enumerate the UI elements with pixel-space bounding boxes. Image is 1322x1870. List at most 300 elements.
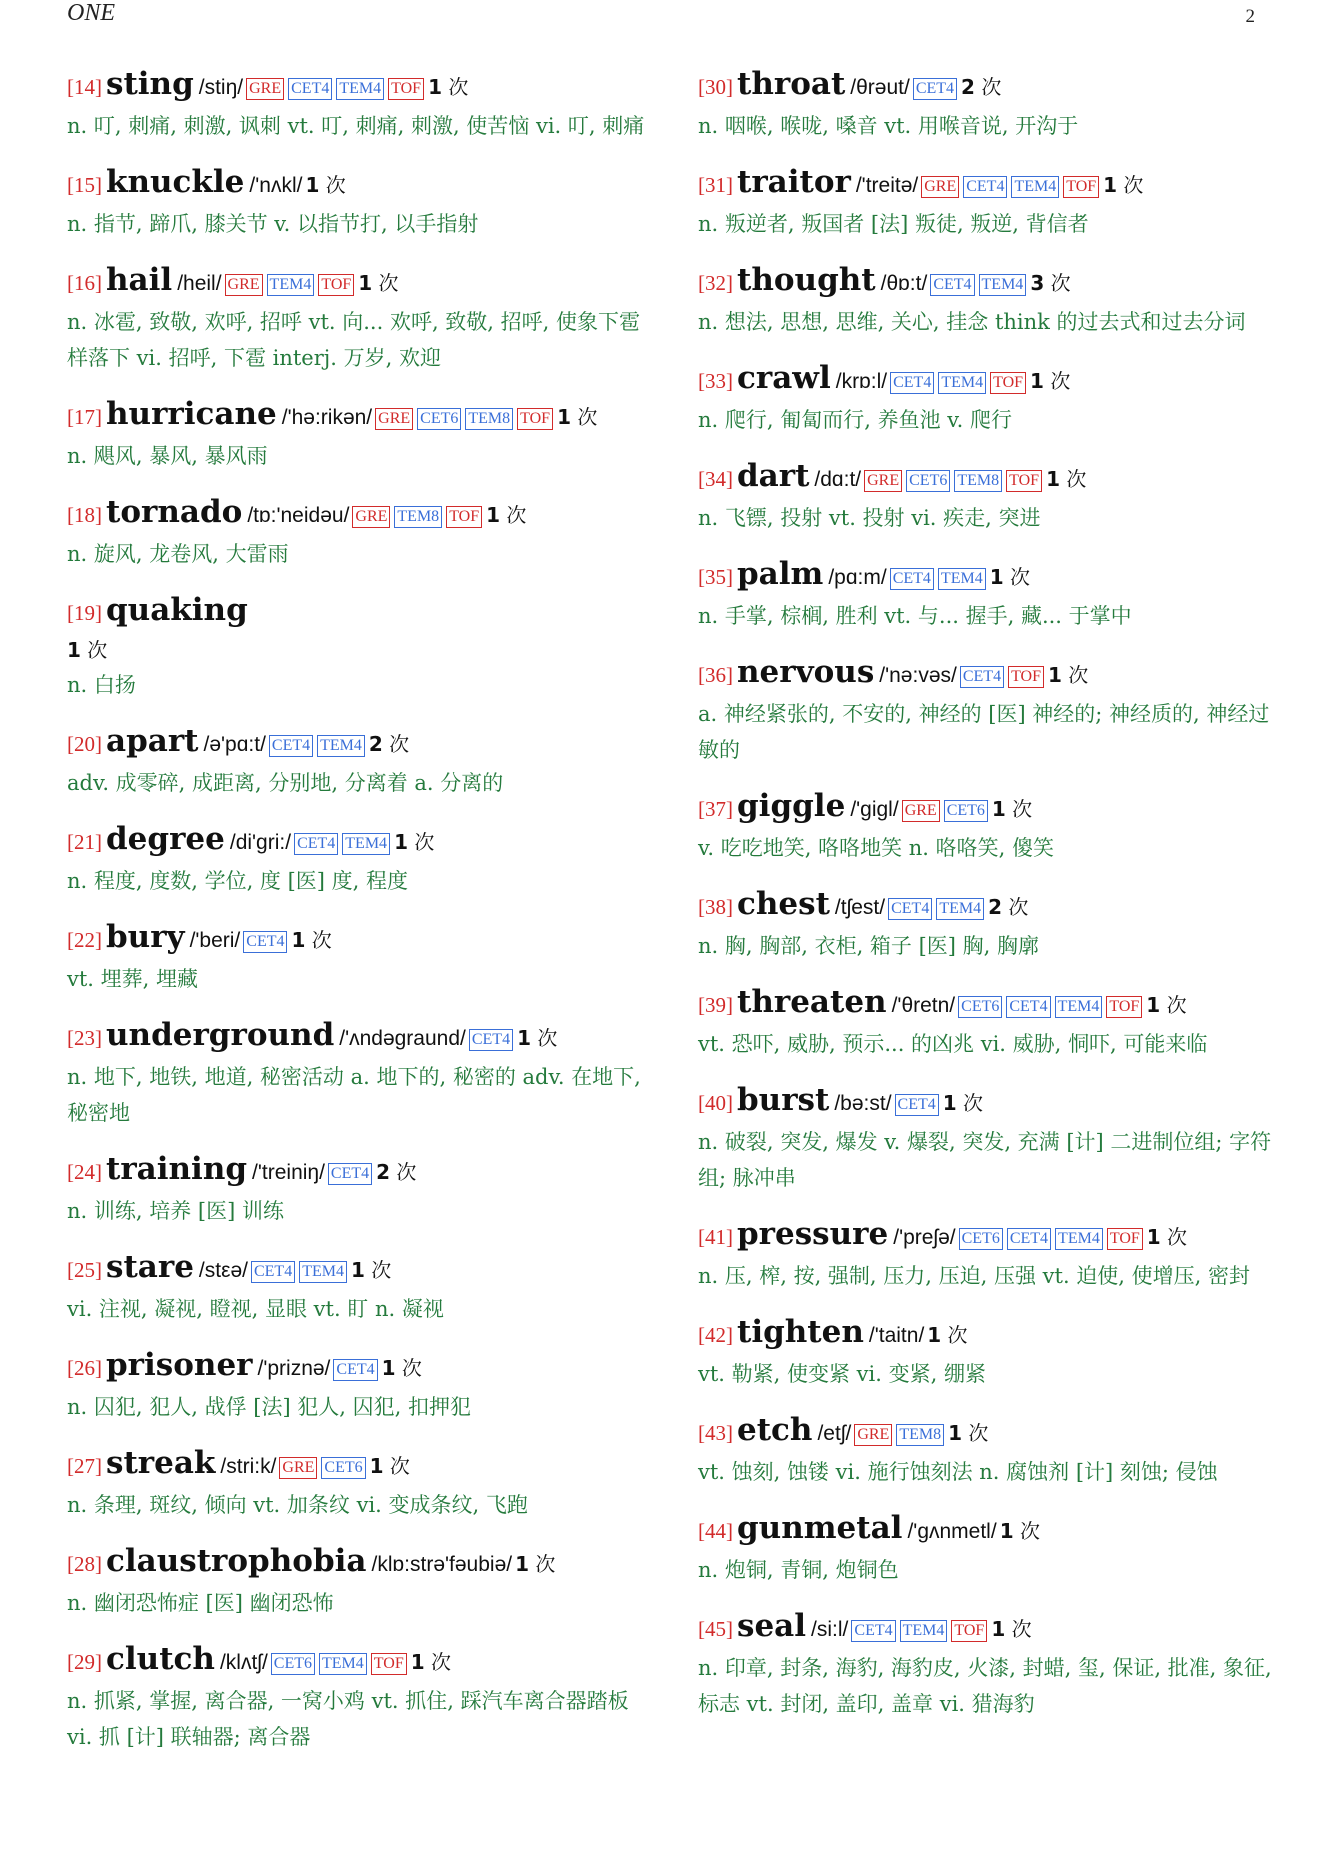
- exam-tag-tem4: TEM4: [342, 833, 390, 855]
- frequency-count: 3: [1030, 271, 1045, 295]
- headword: throat: [737, 66, 846, 102]
- entry-headline: [698, 260, 1278, 304]
- headword: dart: [737, 458, 810, 494]
- exam-tag-tof: TOF: [318, 274, 354, 296]
- phonetic: /klɒ:strə'fəubiə/: [371, 1553, 513, 1576]
- exam-tag-cet4: CET4: [888, 898, 932, 920]
- exam-tag-tem4: TEM4: [900, 1620, 948, 1642]
- definition: vt. 蚀刻, 蚀镂 vi. 施行蚀刻法 n. 腐蚀剂 [计] 刻蚀; 侵蚀: [698, 1460, 1218, 1484]
- frequency-suffix: 次: [305, 928, 332, 952]
- phonetic: /'ʌndəgraund/: [339, 1027, 466, 1050]
- definition: vt. 恐吓, 威胁, 预示... 的凶兆 vi. 威胁, 恫吓, 可能来临: [698, 1032, 1208, 1056]
- entry-headline: [698, 554, 1278, 598]
- frequency-suffix: 次: [962, 1421, 989, 1445]
- entry-crawl: [698, 358, 1278, 438]
- entry-number: [35]: [698, 565, 733, 589]
- definition: n. 叮, 刺痛, 刺激, 讽刺 vt. 叮, 刺痛, 刺激, 使苦恼 vi. 叮, 刺痛: [67, 114, 645, 138]
- exam-tag-tem8: TEM8: [465, 408, 513, 430]
- frequency-count: 1: [486, 503, 501, 527]
- frequency-suffix: 次: [941, 1323, 968, 1347]
- entry-number: [25]: [67, 1258, 102, 1282]
- definition: n. 冰雹, 致敬, 欢呼, 招呼 vt. 向... 欢呼, 致敬, 招呼, 使象下雹样落下 vi. 招呼, 下雹 interj. 万岁, 欢迎: [67, 310, 641, 370]
- entry-number: [22]: [67, 928, 102, 952]
- entry-headline: [67, 721, 647, 765]
- frequency-suffix: 次: [382, 732, 410, 756]
- exam-tag-gre: GRE: [921, 176, 959, 198]
- frequency: [991, 1617, 1031, 1641]
- exam-tag-cet6: CET6: [944, 800, 988, 822]
- exam-tag-cet6: CET6: [417, 408, 461, 430]
- entry-headline: [67, 1015, 647, 1059]
- definition: n. 破裂, 突发, 爆发 v. 爆裂, 突发, 充满 [计] 二进制位组; 字符组; 脉冲串: [698, 1130, 1272, 1190]
- frequency-suffix: 次: [1043, 369, 1071, 393]
- exam-tag-gre: GRE: [375, 408, 413, 430]
- entry-number: [30]: [698, 75, 733, 99]
- definition: n. 炮铜, 青铜, 炮铜色: [698, 1558, 899, 1582]
- phonetic: /'hə:rikən/: [281, 406, 373, 429]
- exam-tag-cet4: CET4: [1006, 996, 1050, 1018]
- entry-throat: [698, 64, 1278, 144]
- definition: n. 条理, 斑纹, 倾向 vt. 加条纹 vi. 变成条纹, 飞跑: [67, 1493, 528, 1517]
- phonetic: /si:l/: [811, 1618, 849, 1641]
- entry-headline: [698, 884, 1278, 928]
- entry-headline: [698, 1214, 1278, 1258]
- frequency-count: 1: [1146, 993, 1161, 1017]
- frequency-count: 1: [305, 173, 320, 197]
- phonetic: /θrəut/: [850, 76, 910, 99]
- exam-tag-tof: TOF: [1008, 666, 1044, 688]
- exam-tag-cet4: CET4: [890, 568, 934, 590]
- frequency-suffix: 次: [441, 75, 469, 99]
- entry-stare: [67, 1247, 647, 1327]
- exam-tag-gre: GRE: [225, 274, 263, 296]
- exam-tag-cet4: CET4: [294, 833, 338, 855]
- frequency-count: 1: [515, 1552, 530, 1576]
- entry-headline: [698, 456, 1278, 500]
- entry-headline: [67, 1541, 647, 1585]
- headword: sting: [106, 66, 194, 102]
- exam-tag-tem8: TEM8: [896, 1424, 944, 1446]
- definition: n. 幽闭恐怖症 [医] 幽闭恐怖: [67, 1591, 334, 1615]
- frequency-count: 1: [410, 1650, 425, 1674]
- entry-number: [17]: [67, 405, 102, 429]
- entry-claustrophobia: [67, 1541, 647, 1621]
- entry-pressure: [698, 1214, 1278, 1294]
- entry-nervous: [698, 652, 1278, 768]
- definition: a. 神经紧张的, 不安的, 神经的 [医] 神经的; 神经质的, 神经过敏的: [698, 702, 1270, 762]
- exam-tag-tem4: TEM4: [1011, 176, 1059, 198]
- frequency-count: 1: [999, 1519, 1014, 1543]
- exam-tag-tem4: TEM4: [299, 1261, 347, 1283]
- frequency: [305, 173, 345, 197]
- entry-number: [29]: [67, 1650, 102, 1674]
- entry-headline: [67, 394, 647, 438]
- frequency: [515, 1552, 555, 1576]
- exam-tag-tof: TOF: [371, 1653, 407, 1675]
- entry-giggle: [698, 786, 1278, 866]
- frequency: [988, 895, 1028, 919]
- frequency-suffix: 次: [500, 503, 527, 527]
- frequency: [1030, 271, 1070, 295]
- entry-underground: [67, 1015, 647, 1131]
- phonetic: /bə:st/: [834, 1092, 892, 1115]
- entry-chest: [698, 884, 1278, 964]
- exam-tag-tem4: TEM4: [979, 274, 1027, 296]
- headword: thought: [737, 262, 876, 298]
- phonetic: /'preʃə/: [893, 1226, 956, 1249]
- frequency: [67, 638, 107, 662]
- exam-tag-tem4: TEM4: [319, 1653, 367, 1675]
- frequency: [948, 1421, 988, 1445]
- headword: hurricane: [106, 396, 277, 432]
- entry-number: [18]: [67, 503, 102, 527]
- headword: pressure: [737, 1216, 889, 1252]
- headword: stare: [106, 1249, 194, 1285]
- frequency-count: 1: [291, 928, 306, 952]
- entry-number: [38]: [698, 895, 733, 919]
- entry-degree: [67, 819, 647, 899]
- frequency-suffix: 次: [372, 271, 399, 295]
- headword: knuckle: [106, 164, 245, 200]
- exam-tag-cet4: CET4: [251, 1261, 295, 1283]
- headword: gunmetal: [737, 1510, 903, 1546]
- exam-tag-gre: GRE: [864, 470, 902, 492]
- frequency: [961, 75, 1001, 99]
- frequency-count: 1: [1103, 173, 1118, 197]
- headword: streak: [106, 1445, 216, 1481]
- headword: threaten: [737, 984, 887, 1020]
- entry-traitor: [698, 162, 1278, 242]
- frequency-suffix: 次: [531, 1026, 558, 1050]
- exam-tag-cet4: CET4: [930, 274, 974, 296]
- entry-number: [28]: [67, 1552, 102, 1576]
- phonetic: /tʃest/: [834, 896, 886, 919]
- frequency-suffix: 次: [1005, 1617, 1032, 1641]
- exam-tag-cet4: CET4: [333, 1359, 377, 1381]
- phonetic: /'nʌkl/: [249, 174, 303, 197]
- headword: quaking: [106, 592, 248, 628]
- definition: v. 吃吃地笑, 咯咯地笑 n. 咯咯笑, 傻笑: [698, 836, 1054, 860]
- definition: n. 抓紧, 掌握, 离合器, 一窝小鸡 vt. 抓住, 踩汽车离合器踏板 vi. 抓 [计] 联轴器; 离合器: [67, 1689, 629, 1749]
- exam-tag-cet4: CET4: [469, 1029, 513, 1051]
- entry-headline: [698, 358, 1278, 402]
- frequency-count: 1: [942, 1091, 957, 1115]
- frequency-suffix: 次: [319, 173, 346, 197]
- headword: claustrophobia: [106, 1543, 367, 1579]
- frequency-suffix: 次: [80, 638, 108, 662]
- phonetic: /ə'pɑ:t/: [203, 733, 266, 756]
- exam-tag-cet4: CET4: [1007, 1228, 1051, 1250]
- entry-headline: [67, 492, 647, 536]
- entry-headline: [698, 162, 1278, 206]
- frequency-suffix: 次: [383, 1454, 410, 1478]
- entry-headline: [67, 1345, 647, 1389]
- frequency: [943, 1091, 983, 1115]
- phonetic: /pɑ:m/: [828, 566, 887, 589]
- phonetic: /θɒ:t/: [880, 272, 928, 295]
- frequency-count: 1: [557, 405, 571, 429]
- exam-tag-tem4: TEM4: [317, 735, 365, 757]
- frequency-suffix: 次: [1044, 271, 1071, 295]
- exam-tag-cet6: CET6: [321, 1457, 365, 1479]
- entry-number: [33]: [698, 369, 733, 393]
- entry-number: [27]: [67, 1454, 102, 1478]
- exam-tag-tof: TOF: [1107, 1228, 1143, 1250]
- frequency: [1147, 1225, 1187, 1249]
- entry-headline: [67, 1149, 647, 1193]
- headword: hail: [106, 262, 173, 298]
- definition: n. 程度, 度数, 学位, 度 [医] 度, 程度: [67, 869, 409, 893]
- exam-tag-cet4: CET4: [895, 1094, 939, 1116]
- entry-threaten: [698, 982, 1278, 1062]
- book-title: ONE: [67, 0, 115, 26]
- entry-bury: [67, 917, 647, 997]
- exam-tag-cet4: CET4: [243, 931, 287, 953]
- exam-tag-tem4: TEM4: [938, 372, 986, 394]
- frequency-count: 2: [376, 1160, 391, 1184]
- frequency-count: 2: [368, 732, 383, 756]
- frequency-count: 1: [369, 1454, 384, 1478]
- exam-tag-cet6: CET6: [958, 996, 1002, 1018]
- phonetic: /stiŋ/: [198, 76, 244, 99]
- entry-headline: [698, 652, 1278, 696]
- phonetic: /stri:k/: [220, 1455, 277, 1478]
- frequency-suffix: 次: [1003, 565, 1030, 589]
- phonetic: /di'gri:/: [229, 831, 292, 854]
- frequency: [517, 1026, 557, 1050]
- frequency-suffix: 次: [1002, 895, 1029, 919]
- exam-tag-cet6: CET6: [906, 470, 950, 492]
- entry-tornado: [67, 492, 647, 572]
- entry-clutch: [67, 1639, 647, 1755]
- definition: n. 囚犯, 犯人, 战俘 [法] 犯人, 囚犯, 扣押犯: [67, 1395, 472, 1419]
- headword: burst: [737, 1082, 830, 1118]
- exam-tag-cet4: CET4: [913, 78, 957, 100]
- entry-number: [42]: [698, 1323, 733, 1347]
- frequency-suffix: 次: [395, 1356, 422, 1380]
- page-number: 2: [1245, 6, 1255, 27]
- headword: giggle: [737, 788, 846, 824]
- frequency-count: 1: [948, 1421, 963, 1445]
- entry-number: [44]: [698, 1519, 733, 1543]
- definition: n. 印章, 封条, 海豹, 海豹皮, 火漆, 封蜡, 玺, 保证, 批准, 象征, 标志 vt. 封闭, 盖印, 盖章 vi. 猎海豹: [698, 1656, 1272, 1716]
- headword: training: [106, 1151, 248, 1187]
- frequency-suffix: 次: [407, 830, 435, 854]
- phonetic: /'gʌnmetl/: [907, 1520, 997, 1543]
- frequency-suffix: 次: [571, 405, 598, 429]
- frequency: [1030, 369, 1070, 393]
- entry-number: [15]: [67, 173, 102, 197]
- entry-apart: [67, 721, 647, 801]
- definition: n. 飓风, 暴风, 暴风雨: [67, 444, 268, 468]
- exam-tag-cet4: CET4: [960, 666, 1004, 688]
- frequency-count: 1: [927, 1323, 942, 1347]
- definition: vt. 埋葬, 埋藏: [67, 967, 199, 991]
- frequency-count: 1: [991, 797, 1006, 821]
- entry-number: [39]: [698, 993, 733, 1017]
- entry-number: [40]: [698, 1091, 733, 1115]
- entry-number: [43]: [698, 1421, 733, 1445]
- entry-headline: [67, 162, 647, 206]
- definition: n. 旋风, 龙卷风, 大雷雨: [67, 542, 289, 566]
- definition: adv. 成零碎, 成距离, 分别地, 分离着 a. 分离的: [67, 771, 504, 795]
- exam-tag-cet4: CET4: [269, 735, 313, 757]
- headword: seal: [737, 1608, 807, 1644]
- entry-hurricane: [67, 394, 647, 474]
- frequency-count: 1: [67, 638, 81, 662]
- exam-tag-gre: GRE: [352, 506, 390, 528]
- exam-tag-tem4: TEM4: [1055, 1228, 1103, 1250]
- frequency-count: 2: [961, 75, 975, 99]
- page-header: [67, 0, 1255, 30]
- frequency-count: 1: [394, 830, 408, 854]
- entry-burst: [698, 1080, 1278, 1196]
- entry-headline: [67, 1443, 647, 1487]
- entry-number: [14]: [67, 75, 102, 99]
- headword: chest: [737, 886, 830, 922]
- phonetic: /'priznə/: [257, 1357, 331, 1380]
- exam-tag-tof: TOF: [951, 1620, 987, 1642]
- entry-hail: [67, 260, 647, 376]
- left-column: [67, 64, 647, 1773]
- exam-tag-gre: GRE: [854, 1424, 892, 1446]
- frequency-count: 2: [988, 895, 1003, 919]
- exam-tag-cet6: CET6: [271, 1653, 315, 1675]
- frequency: [1103, 173, 1143, 197]
- phonetic: /'taitn/: [868, 1324, 925, 1347]
- definition: n. 胸, 胸部, 衣柜, 箱子 [医] 胸, 胸廓: [698, 934, 1040, 958]
- exam-tag-tem8: TEM8: [954, 470, 1002, 492]
- exam-tag-gre: GRE: [246, 78, 284, 100]
- headword: tornado: [106, 494, 243, 530]
- headword: traitor: [737, 164, 851, 200]
- frequency-count: 1: [428, 75, 442, 99]
- headword: clutch: [106, 1641, 215, 1677]
- phonetic: /stεə/: [198, 1259, 248, 1282]
- frequency-count: 1: [989, 565, 1004, 589]
- entry-palm: [698, 554, 1278, 634]
- entry-knuckle: [67, 162, 647, 242]
- frequency: [990, 565, 1030, 589]
- headword: bury: [106, 919, 185, 955]
- exam-tag-tem4: TEM4: [938, 568, 986, 590]
- definition: n. 手掌, 棕榈, 胜利 vt. 与... 握手, 藏... 于掌中: [698, 604, 1132, 628]
- frequency: [376, 1160, 416, 1184]
- frequency-count: 1: [991, 1617, 1006, 1641]
- entry-headline: [67, 917, 647, 961]
- entry-headline: [67, 1639, 647, 1683]
- frequency: [927, 1323, 967, 1347]
- exam-tag-gre: GRE: [902, 800, 940, 822]
- definition: n. 指节, 蹄爪, 膝关节 v. 以指节打, 以手指射: [67, 212, 479, 236]
- frequency: [1046, 467, 1086, 491]
- exam-tag-tof: TOF: [1063, 176, 1099, 198]
- phonetic: /klʌtʃ/: [219, 1651, 268, 1674]
- phonetic: /'beri/: [189, 929, 241, 952]
- exam-tag-tof: TOF: [446, 506, 482, 528]
- definition: n. 想法, 思想, 思维, 关心, 挂念 think 的过去式和过去分词: [698, 310, 1246, 334]
- exam-tag-tem4: TEM4: [1055, 996, 1103, 1018]
- frequency-suffix: 次: [1005, 797, 1033, 821]
- entry-thought: [698, 260, 1278, 340]
- entry-gunmetal: [698, 1508, 1278, 1588]
- definition: n. 压, 榨, 按, 强制, 压力, 压迫, 压强 vt. 迫使, 使增压, 密封: [698, 1264, 1251, 1288]
- entry-dart: [698, 456, 1278, 536]
- entry-number: [34]: [698, 467, 733, 491]
- entry-seal: [698, 1606, 1278, 1722]
- frequency-suffix: 次: [956, 1091, 984, 1115]
- headword: nervous: [737, 654, 875, 690]
- exam-tag-tof: TOF: [388, 78, 424, 100]
- frequency-suffix: 次: [529, 1552, 556, 1576]
- entry-headline: [698, 786, 1278, 830]
- headword: apart: [106, 723, 199, 759]
- exam-tag-cet4: CET4: [963, 176, 1007, 198]
- frequency-suffix: 次: [424, 1650, 451, 1674]
- entry-number: [31]: [698, 173, 733, 197]
- frequency-suffix: 次: [364, 1258, 392, 1282]
- exam-tag-cet6: CET6: [959, 1228, 1003, 1250]
- frequency-suffix: 次: [1013, 1519, 1040, 1543]
- entry-headline: [698, 1508, 1278, 1552]
- entry-number: [21]: [67, 830, 102, 854]
- entry-tighten: [698, 1312, 1278, 1392]
- exam-tag-tof: TOF: [990, 372, 1026, 394]
- frequency: [358, 271, 398, 295]
- phonetic: /'nə:vəs/: [879, 664, 957, 687]
- entry-number: [37]: [698, 797, 733, 821]
- frequency-count: 1: [358, 271, 373, 295]
- entry-number: [41]: [698, 1225, 733, 1249]
- frequency: [428, 75, 468, 99]
- entry-number: [19]: [67, 601, 102, 625]
- definition: n. 咽喉, 喉咙, 嗓音 vt. 用喉音说, 开沟于: [698, 114, 1079, 138]
- frequency: [557, 405, 597, 429]
- frequency: [1000, 1519, 1040, 1543]
- frequency: [351, 1258, 391, 1282]
- headword: degree: [106, 821, 225, 857]
- phonetic: /etʃ/: [817, 1422, 852, 1445]
- definition: n. 爬行, 匍匐而行, 养鱼池 v. 爬行: [698, 408, 1012, 432]
- phonetic: /'θretn/: [891, 994, 956, 1017]
- frequency-count: 1: [1030, 369, 1044, 393]
- frequency-suffix: 次: [1160, 1225, 1188, 1249]
- exam-tag-tof: TOF: [1106, 996, 1142, 1018]
- frequency-count: 1: [350, 1258, 365, 1282]
- frequency-suffix: 次: [1160, 993, 1187, 1017]
- headword: prisoner: [106, 1347, 253, 1383]
- frequency-count: 1: [381, 1356, 396, 1380]
- entry-number: [36]: [698, 663, 733, 687]
- entry-training: [67, 1149, 647, 1229]
- entry-number: [20]: [67, 732, 102, 756]
- frequency-count: 1: [1146, 1225, 1161, 1249]
- entry-headline: [698, 1410, 1278, 1454]
- entry-number: [32]: [698, 271, 733, 295]
- exam-tag-tem4: TEM4: [336, 78, 384, 100]
- definition: n. 叛逆者, 叛国者 [法] 叛徒, 叛逆, 背信者: [698, 212, 1089, 236]
- phonetic: /tɒ:'neidəu/: [247, 504, 350, 527]
- exam-tag-tof: TOF: [1006, 470, 1042, 492]
- entry-headline: [67, 1247, 647, 1291]
- phonetic: /'gigl/: [850, 798, 899, 821]
- definition: n. 飞镖, 投射 vt. 投射 vi. 疾走, 突进: [698, 506, 1041, 530]
- entry-headline: [698, 1606, 1278, 1650]
- definition: vt. 勒紧, 使变紧 vi. 变紧, 绷紧: [698, 1362, 986, 1386]
- frequency: [1048, 663, 1088, 687]
- definition: n. 训练, 培养 [医] 训练: [67, 1199, 284, 1223]
- frequency-suffix: 次: [1117, 173, 1144, 197]
